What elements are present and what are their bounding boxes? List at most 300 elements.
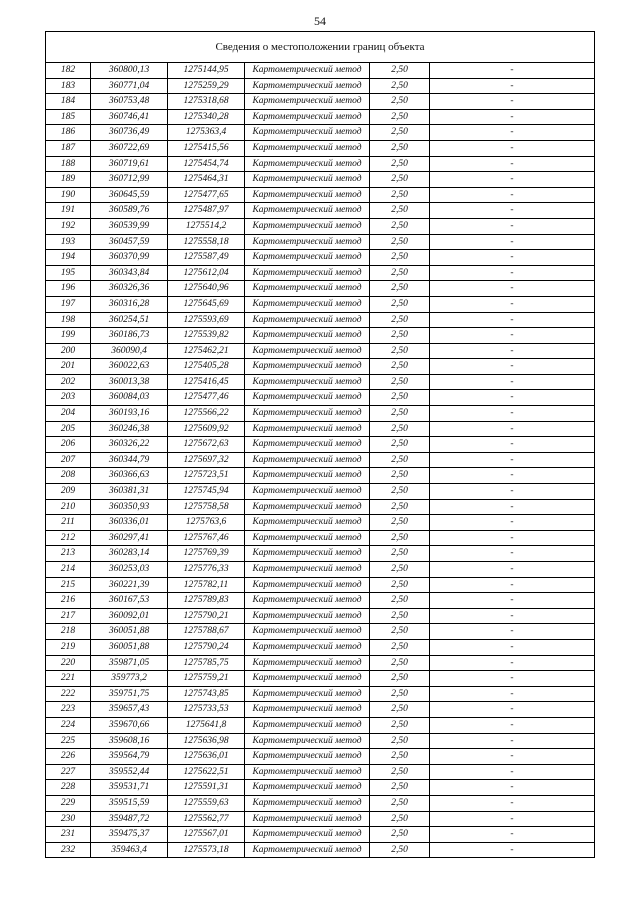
table-row <box>46 764 595 780</box>
description-cell: - <box>430 608 595 624</box>
accuracy-cell: 2,50 <box>370 671 430 687</box>
description-cell: - <box>430 328 595 344</box>
method-cell: Картометрический метод <box>245 281 370 297</box>
table-row <box>46 827 595 843</box>
point-number-cell: 212 <box>46 530 91 546</box>
table-row <box>46 593 595 609</box>
point-number-cell: 213 <box>46 546 91 562</box>
description-cell: - <box>430 437 595 453</box>
description-cell: - <box>430 109 595 125</box>
x-coordinate-cell: 360370,99 <box>91 250 168 266</box>
x-coordinate-cell: 360800,13 <box>91 63 168 79</box>
method-cell: Картометрический метод <box>245 749 370 765</box>
table-row <box>46 234 595 250</box>
x-coordinate-cell: 360246,38 <box>91 421 168 437</box>
table-row <box>46 94 595 110</box>
y-coordinate-cell: 1275636,01 <box>168 749 245 765</box>
description-cell: - <box>430 312 595 328</box>
point-number-cell: 194 <box>46 250 91 266</box>
accuracy-cell: 2,50 <box>370 125 430 141</box>
method-cell: Картометрический метод <box>245 94 370 110</box>
x-coordinate-cell: 360722,69 <box>91 140 168 156</box>
table-row <box>46 125 595 141</box>
method-cell: Картометрический метод <box>245 624 370 640</box>
accuracy-cell: 2,50 <box>370 655 430 671</box>
table-row <box>46 312 595 328</box>
point-number-cell: 220 <box>46 655 91 671</box>
x-coordinate-cell: 360254,51 <box>91 312 168 328</box>
method-cell: Картометрический метод <box>245 359 370 375</box>
point-number-cell: 203 <box>46 390 91 406</box>
accuracy-cell: 2,50 <box>370 702 430 718</box>
accuracy-cell: 2,50 <box>370 172 430 188</box>
point-number-cell: 205 <box>46 421 91 437</box>
description-cell: - <box>430 593 595 609</box>
table-row <box>46 140 595 156</box>
description-cell: - <box>430 468 595 484</box>
description-cell: - <box>430 795 595 811</box>
y-coordinate-cell: 1275612,04 <box>168 265 245 281</box>
table-row <box>46 218 595 234</box>
y-coordinate-cell: 1275789,83 <box>168 593 245 609</box>
description-cell: - <box>430 140 595 156</box>
method-cell: Картометрический метод <box>245 172 370 188</box>
y-coordinate-cell: 1275697,32 <box>168 452 245 468</box>
x-coordinate-cell: 360457,59 <box>91 234 168 250</box>
point-number-cell: 190 <box>46 187 91 203</box>
description-cell: - <box>430 764 595 780</box>
method-cell: Картометрический метод <box>245 343 370 359</box>
x-coordinate-cell: 360366,63 <box>91 468 168 484</box>
table-row <box>46 811 595 827</box>
table-row <box>46 63 595 79</box>
y-coordinate-cell: 1275723,51 <box>168 468 245 484</box>
accuracy-cell: 2,50 <box>370 515 430 531</box>
table-row <box>46 156 595 172</box>
accuracy-cell: 2,50 <box>370 639 430 655</box>
description-cell: - <box>430 842 595 858</box>
description-cell: - <box>430 530 595 546</box>
point-number-cell: 230 <box>46 811 91 827</box>
y-coordinate-cell: 1275733,53 <box>168 702 245 718</box>
table-row <box>46 780 595 796</box>
y-coordinate-cell: 1275573,18 <box>168 842 245 858</box>
point-number-cell: 223 <box>46 702 91 718</box>
description-cell: - <box>430 406 595 422</box>
x-coordinate-cell: 360736,49 <box>91 125 168 141</box>
point-number-cell: 185 <box>46 109 91 125</box>
method-cell: Картометрический метод <box>245 655 370 671</box>
point-number-cell: 188 <box>46 156 91 172</box>
method-cell: Картометрический метод <box>245 608 370 624</box>
accuracy-cell: 2,50 <box>370 312 430 328</box>
table-row <box>46 328 595 344</box>
method-cell: Картометрический метод <box>245 577 370 593</box>
boundary-coordinates-table <box>45 31 595 858</box>
point-number-cell: 189 <box>46 172 91 188</box>
accuracy-cell: 2,50 <box>370 234 430 250</box>
point-number-cell: 225 <box>46 733 91 749</box>
accuracy-cell: 2,50 <box>370 63 430 79</box>
accuracy-cell: 2,50 <box>370 296 430 312</box>
table-row <box>46 530 595 546</box>
method-cell: Картометрический метод <box>245 671 370 687</box>
method-cell: Картометрический метод <box>245 203 370 219</box>
table-row <box>46 406 595 422</box>
description-cell: - <box>430 343 595 359</box>
x-coordinate-cell: 360326,36 <box>91 281 168 297</box>
accuracy-cell: 2,50 <box>370 593 430 609</box>
point-number-cell: 182 <box>46 63 91 79</box>
table-row <box>46 109 595 125</box>
table-row <box>46 468 595 484</box>
description-cell: - <box>430 63 595 79</box>
y-coordinate-cell: 1275609,92 <box>168 421 245 437</box>
y-coordinate-cell: 1275477,46 <box>168 390 245 406</box>
accuracy-cell: 2,50 <box>370 717 430 733</box>
accuracy-cell: 2,50 <box>370 764 430 780</box>
method-cell: Картометрический метод <box>245 296 370 312</box>
point-number-cell: 214 <box>46 562 91 578</box>
method-cell: Картометрический метод <box>245 530 370 546</box>
point-number-cell: 186 <box>46 125 91 141</box>
description-cell: - <box>430 94 595 110</box>
accuracy-cell: 2,50 <box>370 686 430 702</box>
point-number-cell: 232 <box>46 842 91 858</box>
table-row <box>46 484 595 500</box>
description-cell: - <box>430 780 595 796</box>
point-number-cell: 217 <box>46 608 91 624</box>
point-number-cell: 221 <box>46 671 91 687</box>
y-coordinate-cell: 1275566,22 <box>168 406 245 422</box>
page-number: 54 <box>314 14 326 28</box>
accuracy-cell: 2,50 <box>370 827 430 843</box>
y-coordinate-cell: 1275776,33 <box>168 562 245 578</box>
description-cell: - <box>430 125 595 141</box>
y-coordinate-cell: 1275622,51 <box>168 764 245 780</box>
x-coordinate-cell: 359487,72 <box>91 811 168 827</box>
point-number-cell: 196 <box>46 281 91 297</box>
method-cell: Картометрический метод <box>245 437 370 453</box>
method-cell: Картометрический метод <box>245 390 370 406</box>
point-number-cell: 222 <box>46 686 91 702</box>
description-cell: - <box>430 234 595 250</box>
table-row <box>46 749 595 765</box>
accuracy-cell: 2,50 <box>370 156 430 172</box>
method-cell: Картометрический метод <box>245 156 370 172</box>
y-coordinate-cell: 1275782,11 <box>168 577 245 593</box>
accuracy-cell: 2,50 <box>370 421 430 437</box>
description-cell: - <box>430 484 595 500</box>
y-coordinate-cell: 1275405,28 <box>168 359 245 375</box>
y-coordinate-cell: 1275259,29 <box>168 78 245 94</box>
method-cell: Картометрический метод <box>245 842 370 858</box>
table-row <box>46 671 595 687</box>
accuracy-cell: 2,50 <box>370 250 430 266</box>
y-coordinate-cell: 1275763,6 <box>168 515 245 531</box>
y-coordinate-cell: 1275144,95 <box>168 63 245 79</box>
method-cell: Картометрический метод <box>245 827 370 843</box>
accuracy-cell: 2,50 <box>370 78 430 94</box>
y-coordinate-cell: 1275415,56 <box>168 140 245 156</box>
table-row <box>46 343 595 359</box>
table-row <box>46 795 595 811</box>
accuracy-cell: 2,50 <box>370 733 430 749</box>
description-cell: - <box>430 250 595 266</box>
x-coordinate-cell: 359564,79 <box>91 749 168 765</box>
y-coordinate-cell: 1275567,01 <box>168 827 245 843</box>
table-row <box>46 374 595 390</box>
point-number-cell: 207 <box>46 452 91 468</box>
description-cell: - <box>430 374 595 390</box>
x-coordinate-cell: 360350,93 <box>91 499 168 515</box>
table-title-row <box>46 32 595 63</box>
table-row <box>46 717 595 733</box>
x-coordinate-cell: 360344,79 <box>91 452 168 468</box>
point-number-cell: 215 <box>46 577 91 593</box>
method-cell: Картометрический метод <box>245 484 370 500</box>
accuracy-cell: 2,50 <box>370 452 430 468</box>
y-coordinate-cell: 1275363,4 <box>168 125 245 141</box>
method-cell: Картометрический метод <box>245 234 370 250</box>
accuracy-cell: 2,50 <box>370 608 430 624</box>
y-coordinate-cell: 1275640,96 <box>168 281 245 297</box>
description-cell: - <box>430 655 595 671</box>
y-coordinate-cell: 1275758,58 <box>168 499 245 515</box>
table-row <box>46 172 595 188</box>
description-cell: - <box>430 827 595 843</box>
x-coordinate-cell: 360753,48 <box>91 94 168 110</box>
y-coordinate-cell: 1275562,77 <box>168 811 245 827</box>
method-cell: Картометрический метод <box>245 452 370 468</box>
method-cell: Картометрический метод <box>245 811 370 827</box>
y-coordinate-cell: 1275769,39 <box>168 546 245 562</box>
description-cell: - <box>430 421 595 437</box>
point-number-cell: 192 <box>46 218 91 234</box>
y-coordinate-cell: 1275587,49 <box>168 250 245 266</box>
method-cell: Картометрический метод <box>245 125 370 141</box>
y-coordinate-cell: 1275318,68 <box>168 94 245 110</box>
point-number-cell: 227 <box>46 764 91 780</box>
description-cell: - <box>430 577 595 593</box>
x-coordinate-cell: 360316,28 <box>91 296 168 312</box>
x-coordinate-cell: 360051,88 <box>91 624 168 640</box>
method-cell: Картометрический метод <box>245 468 370 484</box>
table-title: Сведения о местоположении границ объекта <box>46 32 595 63</box>
description-cell: - <box>430 390 595 406</box>
table-row <box>46 187 595 203</box>
y-coordinate-cell: 1275558,18 <box>168 234 245 250</box>
table-row <box>46 359 595 375</box>
x-coordinate-cell: 359751,75 <box>91 686 168 702</box>
method-cell: Картометрический метод <box>245 499 370 515</box>
method-cell: Картометрический метод <box>245 78 370 94</box>
point-number-cell: 208 <box>46 468 91 484</box>
point-number-cell: 219 <box>46 639 91 655</box>
description-cell: - <box>430 265 595 281</box>
point-number-cell: 197 <box>46 296 91 312</box>
x-coordinate-cell: 360771,04 <box>91 78 168 94</box>
x-coordinate-cell: 360221,39 <box>91 577 168 593</box>
point-number-cell: 199 <box>46 328 91 344</box>
description-cell: - <box>430 639 595 655</box>
accuracy-cell: 2,50 <box>370 187 430 203</box>
table-row <box>46 421 595 437</box>
x-coordinate-cell: 360090,4 <box>91 343 168 359</box>
table-row <box>46 250 595 266</box>
description-cell: - <box>430 671 595 687</box>
accuracy-cell: 2,50 <box>370 218 430 234</box>
accuracy-cell: 2,50 <box>370 374 430 390</box>
accuracy-cell: 2,50 <box>370 562 430 578</box>
x-coordinate-cell: 359552,44 <box>91 764 168 780</box>
point-number-cell: 229 <box>46 795 91 811</box>
point-number-cell: 183 <box>46 78 91 94</box>
accuracy-cell: 2,50 <box>370 140 430 156</box>
x-coordinate-cell: 359475,37 <box>91 827 168 843</box>
description-cell: - <box>430 749 595 765</box>
point-number-cell: 231 <box>46 827 91 843</box>
y-coordinate-cell: 1275514,2 <box>168 218 245 234</box>
x-coordinate-cell: 360051,88 <box>91 639 168 655</box>
accuracy-cell: 2,50 <box>370 359 430 375</box>
x-coordinate-cell: 360336,01 <box>91 515 168 531</box>
x-coordinate-cell: 359670,66 <box>91 717 168 733</box>
point-number-cell: 187 <box>46 140 91 156</box>
table-row <box>46 686 595 702</box>
point-number-cell: 226 <box>46 749 91 765</box>
description-cell: - <box>430 702 595 718</box>
method-cell: Картометрический метод <box>245 639 370 655</box>
x-coordinate-cell: 359773,2 <box>91 671 168 687</box>
point-number-cell: 184 <box>46 94 91 110</box>
description-cell: - <box>430 811 595 827</box>
description-cell: - <box>430 562 595 578</box>
accuracy-cell: 2,50 <box>370 484 430 500</box>
point-number-cell: 209 <box>46 484 91 500</box>
point-number-cell: 200 <box>46 343 91 359</box>
x-coordinate-cell: 360539,99 <box>91 218 168 234</box>
method-cell: Картометрический метод <box>245 795 370 811</box>
y-coordinate-cell: 1275672,63 <box>168 437 245 453</box>
y-coordinate-cell: 1275487,97 <box>168 203 245 219</box>
table-row <box>46 78 595 94</box>
accuracy-cell: 2,50 <box>370 749 430 765</box>
method-cell: Картометрический метод <box>245 764 370 780</box>
x-coordinate-cell: 360746,41 <box>91 109 168 125</box>
description-cell: - <box>430 499 595 515</box>
method-cell: Картометрический метод <box>245 686 370 702</box>
x-coordinate-cell: 360092,01 <box>91 608 168 624</box>
method-cell: Картометрический метод <box>245 562 370 578</box>
description-cell: - <box>430 78 595 94</box>
accuracy-cell: 2,50 <box>370 94 430 110</box>
y-coordinate-cell: 1275790,24 <box>168 639 245 655</box>
table-row <box>46 265 595 281</box>
table-row <box>46 842 595 858</box>
method-cell: Картометрический метод <box>245 109 370 125</box>
x-coordinate-cell: 360013,38 <box>91 374 168 390</box>
method-cell: Картометрический метод <box>245 546 370 562</box>
description-cell: - <box>430 452 595 468</box>
method-cell: Картометрический метод <box>245 187 370 203</box>
x-coordinate-cell: 360645,59 <box>91 187 168 203</box>
y-coordinate-cell: 1275477,65 <box>168 187 245 203</box>
accuracy-cell: 2,50 <box>370 328 430 344</box>
method-cell: Картометрический метод <box>245 140 370 156</box>
method-cell: Картометрический метод <box>245 265 370 281</box>
y-coordinate-cell: 1275593,69 <box>168 312 245 328</box>
accuracy-cell: 2,50 <box>370 530 430 546</box>
y-coordinate-cell: 1275645,69 <box>168 296 245 312</box>
x-coordinate-cell: 360253,03 <box>91 562 168 578</box>
y-coordinate-cell: 1275743,85 <box>168 686 245 702</box>
method-cell: Картометрический метод <box>245 702 370 718</box>
x-coordinate-cell: 360186,73 <box>91 328 168 344</box>
x-coordinate-cell: 360193,16 <box>91 406 168 422</box>
point-number-cell: 202 <box>46 374 91 390</box>
x-coordinate-cell: 359531,71 <box>91 780 168 796</box>
method-cell: Картометрический метод <box>245 374 370 390</box>
y-coordinate-cell: 1275462,21 <box>168 343 245 359</box>
accuracy-cell: 2,50 <box>370 437 430 453</box>
x-coordinate-cell: 359515,59 <box>91 795 168 811</box>
point-number-cell: 198 <box>46 312 91 328</box>
x-coordinate-cell: 360589,76 <box>91 203 168 219</box>
accuracy-cell: 2,50 <box>370 203 430 219</box>
point-number-cell: 195 <box>46 265 91 281</box>
accuracy-cell: 2,50 <box>370 390 430 406</box>
description-cell: - <box>430 218 595 234</box>
table-row <box>46 390 595 406</box>
point-number-cell: 191 <box>46 203 91 219</box>
accuracy-cell: 2,50 <box>370 811 430 827</box>
point-number-cell: 204 <box>46 406 91 422</box>
accuracy-cell: 2,50 <box>370 468 430 484</box>
y-coordinate-cell: 1275745,94 <box>168 484 245 500</box>
method-cell: Картометрический метод <box>245 593 370 609</box>
description-cell: - <box>430 172 595 188</box>
table-row <box>46 733 595 749</box>
x-coordinate-cell: 360712,99 <box>91 172 168 188</box>
accuracy-cell: 2,50 <box>370 842 430 858</box>
y-coordinate-cell: 1275788,67 <box>168 624 245 640</box>
y-coordinate-cell: 1275790,21 <box>168 608 245 624</box>
point-number-cell: 201 <box>46 359 91 375</box>
x-coordinate-cell: 359608,16 <box>91 733 168 749</box>
accuracy-cell: 2,50 <box>370 624 430 640</box>
description-cell: - <box>430 717 595 733</box>
description-cell: - <box>430 686 595 702</box>
description-cell: - <box>430 156 595 172</box>
table-row <box>46 639 595 655</box>
method-cell: Картометрический метод <box>245 733 370 749</box>
x-coordinate-cell: 360167,53 <box>91 593 168 609</box>
point-number-cell: 216 <box>46 593 91 609</box>
description-cell: - <box>430 281 595 297</box>
table-row <box>46 546 595 562</box>
point-number-cell: 210 <box>46 499 91 515</box>
method-cell: Картометрический метод <box>245 63 370 79</box>
accuracy-cell: 2,50 <box>370 499 430 515</box>
y-coordinate-cell: 1275539,82 <box>168 328 245 344</box>
table-row <box>46 515 595 531</box>
table-row <box>46 655 595 671</box>
y-coordinate-cell: 1275454,74 <box>168 156 245 172</box>
description-cell: - <box>430 624 595 640</box>
point-number-cell: 206 <box>46 437 91 453</box>
accuracy-cell: 2,50 <box>370 109 430 125</box>
